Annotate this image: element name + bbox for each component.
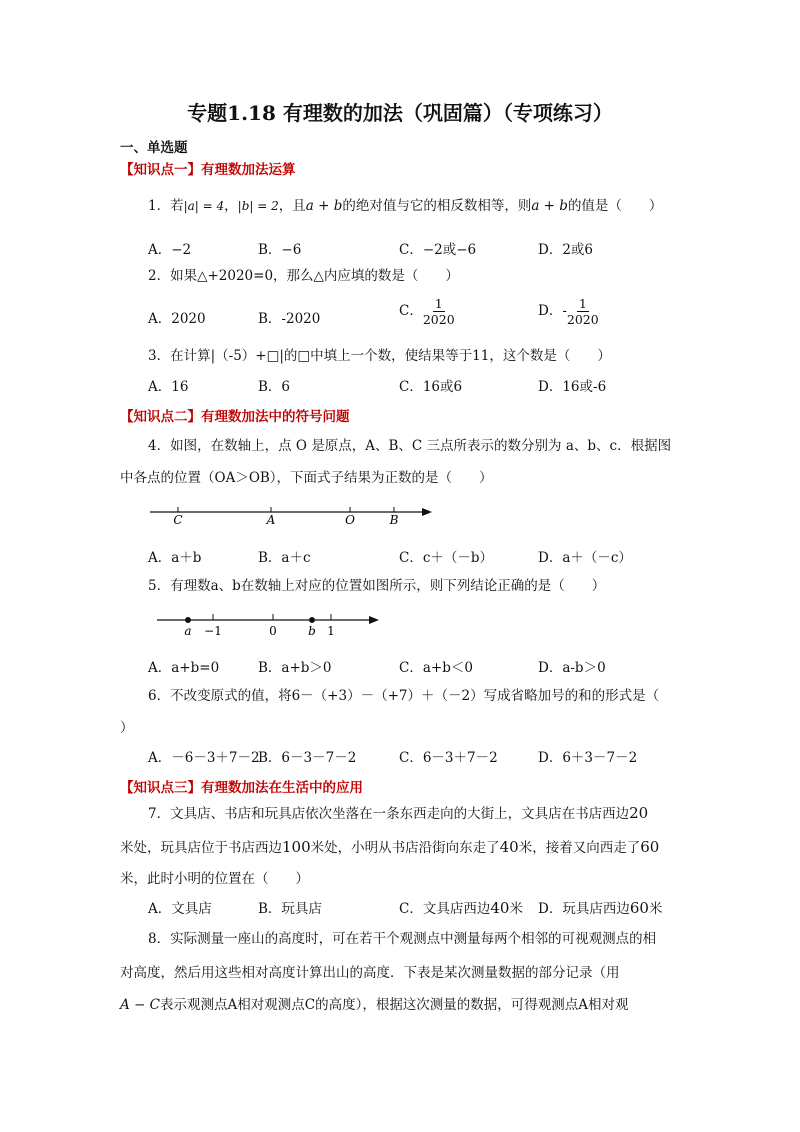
q6-option-b: B．6－3－7－2 [258, 750, 357, 766]
q7-option-d: D．玩具店西边60米 [538, 899, 663, 917]
q1-option-b: B．−6 [258, 242, 302, 258]
q2-option-c: C． $\frac{1}{2020}$ [399, 296, 455, 327]
q7-option-b: B．玩具店 [258, 901, 322, 917]
question-7-line-1: 7．文具店、书店和玩具店依次坐落在一条东西走向的大街上，文具店在书店西边20 [148, 804, 649, 822]
question-4-line-1: 4．如图，在数轴上，点 O 是原点，A、B、C 三点所表示的数分别为 a、b、c．根据图 [148, 438, 672, 454]
question-2-stem: 2．如果△+2020=0，那么△内应填的数是（ ） [148, 268, 459, 284]
q5-option-c: C．a+b＜0 [399, 660, 473, 676]
q6-option-c: C．6－3＋7－2 [399, 750, 498, 766]
knowledge-point-3: 【知识点三】有理数加法在生活中的应用 [120, 780, 363, 796]
axis-label-0: 0 [269, 624, 277, 638]
q4-option-a: A．a＋b [148, 550, 202, 566]
q3-option-a: A．16 [148, 379, 189, 395]
q3-option-c: C．16或6 [399, 379, 463, 395]
axis-label-minus-1: −1 [204, 624, 222, 638]
q2-option-a: A．2020 [148, 311, 206, 327]
q1-option-d: D．2或6 [538, 242, 594, 258]
knowledge-point-1: 【知识点一】有理数加法运算 [120, 162, 296, 178]
axis-label-c: C [173, 513, 183, 527]
q6-option-d: D．6＋3－7－2 [538, 750, 638, 766]
question-1-stem: 1．若|a| = 4，|b| = 2，且a + b的绝对值与它的相反数相等，则a + b的值是（ ） [148, 198, 663, 214]
question-7-line-2: 米处，玩具店位于书店西边100米处，小明从书店沿街向东走了40米，接着又向西走了60 [120, 838, 660, 856]
question-7-line-3: 米，此时小明的位置在（ ） [120, 871, 309, 887]
q4-option-c: C．c＋（－b） [399, 550, 494, 566]
question-8-line-1: 8．实际测量一座山的高度时，可在若干个观测点中测量每两个相邻的可视观测点的相 [148, 931, 657, 947]
question-3-stem: 3．在计算|（-5）+□|的□中填上一个数，使结果等于11，这个数是（ ） [148, 348, 611, 364]
question-4-line-2: 中各点的位置（OA＞OB），下面式子结果为正数的是（ ） [120, 470, 493, 486]
q2-option-d: D．- $\frac{1}{2020}$ [538, 296, 599, 327]
q1-option-a: A．−2 [148, 242, 192, 258]
axis-label-o: O [345, 513, 355, 527]
q4-option-b: B．a＋c [258, 550, 311, 566]
axis-label-1: 1 [327, 624, 335, 638]
question-8-line-2: 对高度，然后用这些相对高度计算出山的高度．下表是某次测量数据的部分记录（用 [120, 965, 620, 981]
q3-option-b: B．6 [258, 379, 291, 395]
q3-option-d: D．16或-6 [538, 379, 607, 395]
q7-option-a: A．文具店 [148, 901, 212, 917]
axis-label-a: a [184, 624, 192, 638]
axis-label-b: B [389, 513, 399, 527]
q7-option-c: C．文具店西边40米 [399, 899, 523, 917]
knowledge-point-2: 【知识点二】有理数加法中的符号问题 [120, 409, 350, 425]
question-6-line-2: ） [120, 720, 134, 736]
axis-label-b: b [308, 624, 316, 638]
number-line-q5 [155, 608, 385, 640]
question-6-line-1: 6．不改变原式的值，将6－（+3）－（+7）＋（－2）写成省略加号的和的形式是（ [148, 688, 660, 704]
number-line-q4 [148, 500, 438, 530]
question-8-line-3: A − C表示观测点A相对观测点C的高度），根据这次测量的数据，可得观测点A相对观 [120, 997, 629, 1013]
page-title: 专题1.18 有理数的加法（巩固篇）（专项练习） [187, 101, 613, 125]
q4-option-d: D．a＋（－c） [538, 550, 632, 566]
q1-option-c: C．−2或−6 [399, 242, 477, 258]
q2-option-b: B．-2020 [258, 311, 321, 327]
q5-option-b: B．a+b＞0 [258, 660, 332, 676]
question-5-stem: 5．有理数a、b在数轴上对应的位置如图所示，则下列结论正确的是（ ） [148, 578, 606, 594]
q5-option-a: A．a+b=0 [148, 660, 220, 676]
section-heading: 一、单选题 [120, 140, 188, 156]
q6-option-a: A．－6－3＋7－2 [148, 750, 260, 766]
axis-label-a: A [266, 513, 276, 527]
q5-option-d: D．a-b＞0 [538, 660, 606, 676]
